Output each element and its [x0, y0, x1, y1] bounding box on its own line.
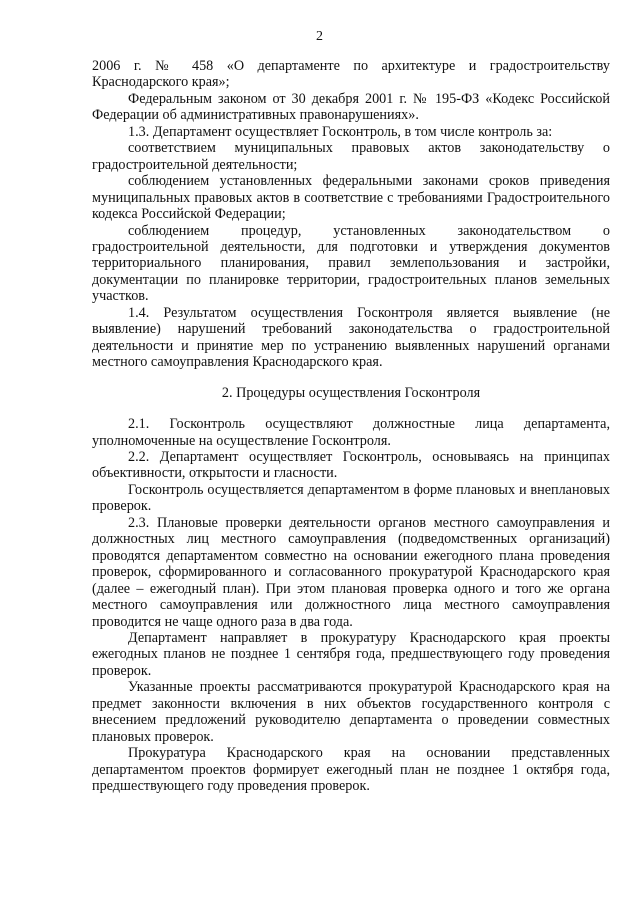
paragraph-1-4: 1.4. Результатом осуществления Госконтроля является выявление (не выявление) нарушений требований законодательства о градостроительной деятельности и принятие мер по устранению выявленных нарушений органами местного самоуправления Краснодарского края. [92, 304, 610, 371]
section-heading: 2. Процедуры осуществления Госконтроля [221, 384, 481, 401]
document-body [92, 58, 610, 794]
paragraph-draft-plans: Департамент направляет в прокуратуру Краснодарского края проекты ежегодных планов не позднее 1 сентября года, предшествующего году проведения проверок. [92, 629, 610, 679]
paragraph-2-3: 2.3. Плановые проверки деятельности органов местного самоуправления и должностных лиц местного самоуправления (подведомственных организаций) проводятся департаментом совместно на основании ежегодного плана проведения проверок, сформированного и согласованного прокуратурой Краснодарского края (далее – ежегодный план). При этом плановая проверка одного и того же органа местного самоуправления или должностного лица местного самоуправления проводится не чаще одного раза в два года. [92, 514, 610, 630]
paragraph-2-1: 2.1. Госконтроль осуществляют должностные лица департамента, уполномоченные на осуществление Госконтроля. [92, 416, 610, 449]
paragraph-control-item-2: соблюдением установленных федеральными законами сроков приведения муниципальных правовых актов в соответствие с требованиями Градостроительного кодекса Российской Федерации; [92, 173, 610, 223]
paragraph-forms-of-control: Госконтроль осуществляется департаментом в форме плановых и внеплановых проверок. [92, 481, 610, 515]
paragraph-review-of-drafts: Указанные проекты рассматриваются прокуратурой Краснодарского края на предмет законности включения в них объектов государственного контроля с внесением предложений руководителю департамента о проведении совместных плановых проверок. [92, 679, 610, 745]
paragraph-2-2: 2.2. Департамент осуществляет Госконтроль, основываясь на принципах объективности, открытости и гласности. [92, 448, 610, 482]
page-number: 2 [316, 29, 323, 44]
paragraph-continuation: 2006 г. № 458 «О департаменте по архитектуре и градостроительству Краснодарского края»; [92, 58, 610, 91]
paragraph-control-item-3: соблюдением процедур, установленных законодательством о градостроительной деятельности, для подготовки и утверждения документов территориального планирования, правил землепользования и застройки, документации по планировке территории, градостроительных планов земельных участков. [92, 222, 610, 305]
paragraph-annual-plan: Прокуратура Краснодарского края на основании представленных департаментом проектов формирует ежегодный план не позднее 1 октября года, предшествующего году проведения проверок. [92, 745, 610, 795]
paragraph-control-item-1: соответствием муниципальных правовых актов законодательству о градостроительной деятельности; [92, 140, 610, 173]
paragraph-1-3: 1.3. Департамент осуществляет Госконтроль, в том числе контроль за: [128, 123, 553, 140]
paragraph-federal-law: Федеральным законом от 30 декабря 2001 г. № 195-ФЗ «Кодекс Российской Федерации об административных правонарушениях». [92, 90, 610, 124]
